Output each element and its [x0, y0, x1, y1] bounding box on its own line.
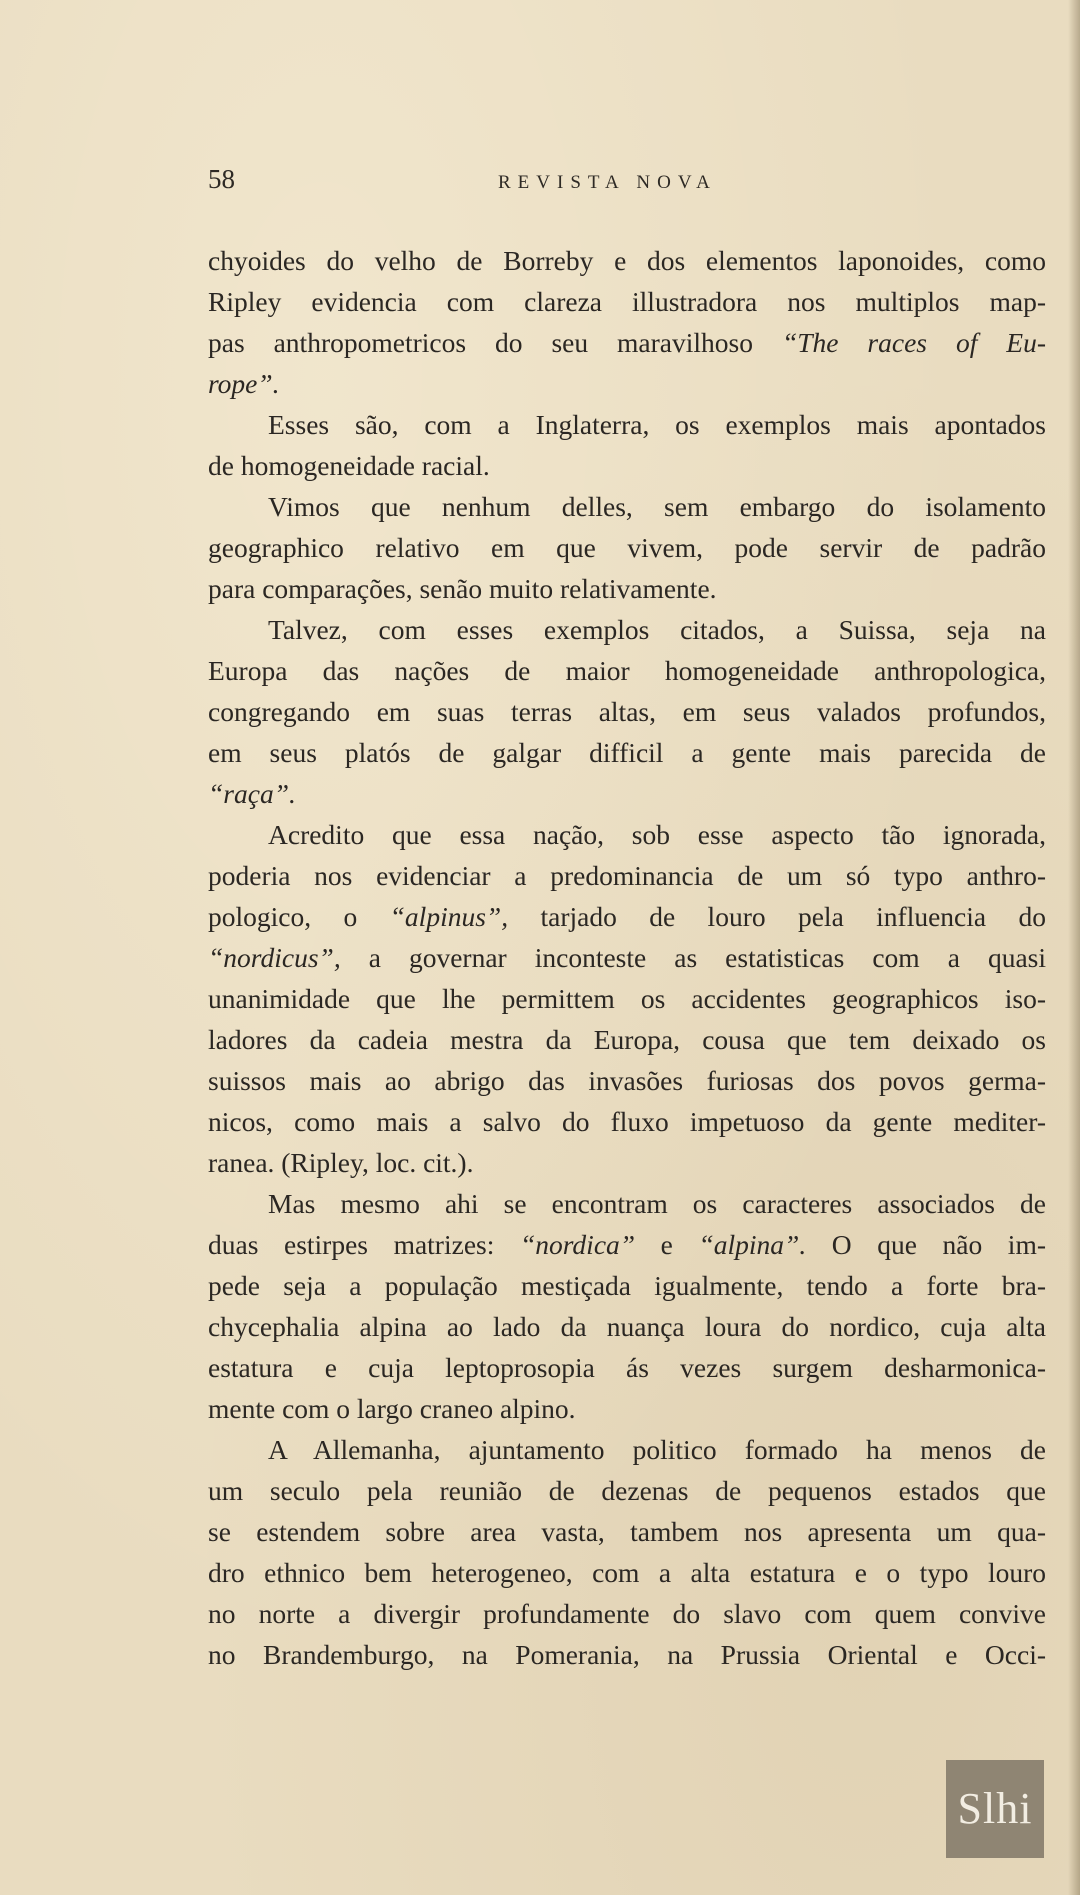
italic-text: “alpinus”,: [389, 901, 509, 932]
text-line: [208, 1224, 1046, 1265]
italic-text: “nordicus”,: [208, 942, 341, 973]
text-line: [208, 773, 1046, 814]
text-run: O que não im-: [806, 1229, 1046, 1260]
text-run: congregando em suas terras altas, em seus valados profundos,: [208, 696, 1046, 727]
text-run: Talvez, com esses exemplos citados, a Suissa, seja na: [268, 614, 1046, 645]
text-run: para comparações, senão muito relativamente.: [208, 573, 717, 604]
text-run: Europa das nações de maior homogeneidade anthropologica,: [208, 655, 1046, 686]
text-run: de homogeneidade racial.: [208, 450, 490, 481]
text-line: [208, 1429, 1046, 1470]
text-line: [208, 1306, 1046, 1347]
text-line: [208, 1388, 1046, 1429]
text-run: nicos, como mais a salvo do fluxo impetuoso da gente mediter-: [208, 1106, 1046, 1137]
text-run: chycephalia alpina ao lado da nuança loura do nordico, cuja alta: [208, 1311, 1046, 1342]
text-line: [208, 1101, 1046, 1142]
text-line: [208, 322, 1046, 363]
page-number: 58: [208, 164, 235, 194]
text-run: chyoides do velho de Borreby e dos elementos laponoides, como: [208, 245, 1046, 276]
text-line: [208, 978, 1046, 1019]
text-line: [208, 814, 1046, 855]
text-run: tarjado de louro pela influencia do: [508, 901, 1046, 932]
text-line: [208, 1347, 1046, 1388]
page-header: [208, 164, 1043, 204]
text-run: geographico relativo em que vivem, pode servir de padrão: [208, 532, 1046, 563]
text-run: poderia nos evidenciar a predominancia de um só typo anthro-: [208, 860, 1046, 891]
italic-text: “raça”.: [208, 778, 296, 809]
text-run: Esses são, com a Inglaterra, os exemplos mais apontados: [268, 409, 1046, 440]
text-line: [208, 445, 1046, 486]
text-run: se estendem sobre area vasta, tambem nos apresenta um qua-: [208, 1516, 1046, 1547]
text-line: [208, 855, 1046, 896]
text-line: [208, 527, 1046, 568]
text-run: e: [635, 1229, 699, 1260]
running-title: REVISTA NOVA: [498, 172, 717, 193]
text-line: [208, 486, 1046, 527]
text-line: [208, 1183, 1046, 1224]
text-line: [208, 691, 1046, 732]
text-run: duas estirpes matrizes:: [208, 1229, 520, 1260]
italic-text: “The races of Eu-: [781, 327, 1046, 358]
text-run: suissos mais ao abrigo das invasões furiosas dos povos germa-: [208, 1065, 1046, 1096]
text-line: [208, 609, 1046, 650]
text-run: no norte a divergir profundamente do slavo com quem convive: [208, 1598, 1046, 1629]
italic-text: “nordica”: [519, 1229, 636, 1260]
text-run: pas anthropometricos do seu maravilhoso: [208, 327, 782, 358]
text-run: Acredito que essa nação, sob esse aspecto tão ignorada,: [268, 819, 1046, 850]
text-run: estatura e cuja leptoprosopia ás vezes surgem desharmonica-: [208, 1352, 1046, 1383]
text-line: [208, 937, 1046, 978]
text-run: no Brandemburgo, na Pomerania, na Prussia Oriental e Occi-: [208, 1639, 1046, 1670]
text-line: [208, 1552, 1046, 1593]
text-line: [208, 1511, 1046, 1552]
page-edge-shadow: [1068, 0, 1080, 1895]
text-run: a governar inconteste as estatisticas com a quasi: [340, 942, 1046, 973]
text-line: [208, 1593, 1046, 1634]
text-run: Mas mesmo ahi se encontram os caracteres associados de: [268, 1188, 1046, 1219]
text-run: ladores da cadeia mestra da Europa, cousa que tem deixado os: [208, 1024, 1046, 1055]
text-line: [208, 568, 1046, 609]
text-line: [208, 281, 1046, 322]
text-run: A Allemanha, ajuntamento politico formado ha menos de: [268, 1434, 1046, 1465]
text-line: [208, 240, 1046, 281]
italic-text: “alpina”.: [698, 1229, 807, 1260]
text-run: dro ethnico bem heterogeneo, com a alta estatura e o typo louro: [208, 1557, 1046, 1588]
text-run: em seus platós de galgar difficil a gente mais parecida de: [208, 737, 1046, 768]
text-line: [208, 1470, 1046, 1511]
text-run: pede seja a população mestiçada igualmente, tendo a forte bra-: [208, 1270, 1046, 1301]
italic-text: rope”.: [208, 368, 280, 399]
text-run: ranea. (Ripley, loc. cit.).: [208, 1147, 474, 1178]
text-line: [208, 1265, 1046, 1306]
text-line: [208, 650, 1046, 691]
text-line: [208, 732, 1046, 773]
text-run: unanimidade que lhe permittem os accidentes geographicos iso-: [208, 983, 1046, 1014]
body-text: [208, 240, 1046, 1675]
text-line: [208, 404, 1046, 445]
text-line: [208, 363, 1046, 404]
text-run: Vimos que nenhum delles, sem embargo do isolamento: [268, 491, 1046, 522]
text-run: Ripley evidencia com clareza illustradora nos multiplos map-: [208, 286, 1046, 317]
text-line: [208, 1060, 1046, 1101]
text-line: [208, 896, 1046, 937]
text-line: [208, 1634, 1046, 1675]
text-line: [208, 1019, 1046, 1060]
library-stamp-logo: Slhi: [946, 1760, 1044, 1858]
text-run: um seculo pela reunião de dezenas de pequenos estados que: [208, 1475, 1046, 1506]
text-line: [208, 1142, 1046, 1183]
text-run: mente com o largo craneo alpino.: [208, 1393, 576, 1424]
text-run: pologico, o: [208, 901, 390, 932]
